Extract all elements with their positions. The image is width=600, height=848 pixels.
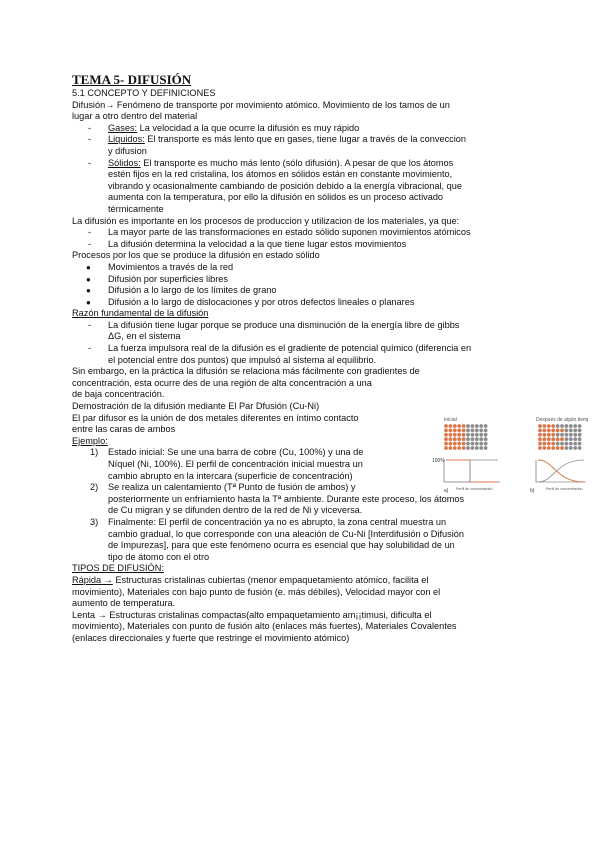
media-item-solidos: - Sólidos: El transporte es mucho más lento (sólo difusión). A pesar de que los átomos estén fijos en la red cristalina, los átomos en sólidos están en constante movimiento, vibrando y ocasionalmente cambiando de posición debido a la energía vibracional, que aumenta con la temperatura, por ello la difusión en sólidos es un proceso activado térmicamente (88, 157, 462, 214)
atom (457, 433, 461, 437)
atom (551, 442, 555, 446)
diffusion-couple-figure (430, 416, 588, 494)
atom (479, 433, 483, 437)
atom (453, 442, 457, 446)
atom-grid-after (538, 424, 581, 450)
atom (462, 437, 466, 441)
atom (560, 437, 564, 441)
step-item: 3) Finalmente: El perfil de concentración ya no es abrupto, la zona central muestra un cambio gradual, lo que corresponde con una aleación de Cu-Ni [Interdifusión o Difusión de Impurezas], para que este fenómeno ocurra es esencial que hay solubilidad de un tipo de átomo con el otro (90, 516, 464, 562)
atom (457, 442, 461, 446)
media-text: El transporte es mucho más lento (sólo difusión). A pesar de que los átomos (140, 157, 454, 168)
processes-intro: Procesos por los que se produce la difusión en estado sólido (72, 250, 320, 261)
document-page (72, 72, 530, 645)
media-item-gases: - Gases: La velocidad a la que ocurre la difusión es muy rápido (88, 122, 360, 133)
atom (449, 424, 453, 428)
atom (573, 424, 577, 428)
section-heading: 5.1 CONCEPTO Y DEFINICIONES (72, 88, 216, 98)
atom (462, 442, 466, 446)
atom (551, 433, 555, 437)
par-line: entre las caras de ambos (72, 424, 176, 435)
importance-item: - La difusión determina la velocidad a la que tiene lugar estos movimientos (88, 238, 407, 249)
atom (457, 424, 461, 428)
definition-line-2: lugar a otro dentro del material (72, 111, 198, 122)
razon-heading: Razón fundamental de la difusión (72, 308, 209, 319)
atom (556, 442, 560, 446)
atom (471, 437, 475, 441)
atom (466, 437, 470, 441)
atom (543, 433, 547, 437)
atom (457, 446, 461, 450)
atom (547, 433, 551, 437)
ni-profile-initial (446, 460, 498, 482)
media-term: Liquidos: (108, 134, 145, 145)
atom (578, 446, 582, 450)
atom (444, 437, 448, 441)
atom (543, 446, 547, 450)
atom (556, 437, 560, 441)
atom (449, 433, 453, 437)
atom (538, 424, 542, 428)
atom (466, 442, 470, 446)
atom (462, 429, 466, 433)
atom (578, 424, 582, 428)
atom (466, 424, 470, 428)
importance-item: - La mayor parte de las transformaciones en estado sólido suponen movimientos atómicos (88, 227, 471, 238)
atom (569, 446, 573, 450)
media-term: Sólidos: (108, 157, 141, 168)
atom (484, 433, 488, 437)
atom (551, 437, 555, 441)
atom (475, 424, 479, 428)
axis-caption-left: Perfil de concentración (456, 487, 493, 491)
process-item: ● Difusión a lo largo de dislocaciones y por otros defectos lineales o planares (86, 296, 415, 307)
atom (573, 437, 577, 441)
step-item: 1) Estado inicial: Se une una barra de cobre (Cu, 100%) y una de Níquel (Ni, 100%). El perfil de concentración inicial muestra un cambio abrupto en la intercara (superficie de concentración) (90, 447, 364, 481)
atom (444, 433, 448, 437)
media-text: vibrando y ocasionalmente cambiando de posición debido a la energía vibracional, que (108, 180, 462, 191)
atom (565, 437, 569, 441)
atom (560, 433, 564, 437)
atom (466, 429, 470, 433)
atom (479, 424, 483, 428)
atom (466, 446, 470, 450)
atom (444, 429, 448, 433)
atom (457, 429, 461, 433)
atom (471, 429, 475, 433)
atom (573, 429, 577, 433)
atom (543, 442, 547, 446)
atom (578, 429, 582, 433)
sub-label-b: b) (530, 488, 535, 494)
atom (453, 424, 457, 428)
atom (560, 446, 564, 450)
diffusion-figure-svg (430, 416, 588, 494)
atom (484, 429, 488, 433)
atom (560, 424, 564, 428)
cu-profile-initial (446, 460, 498, 482)
atom (484, 442, 488, 446)
atom (569, 429, 573, 433)
process-item: ● Movimientos a través de la red (86, 261, 234, 272)
ejemplo-label: Ejemplo: (72, 435, 108, 446)
atom (569, 442, 573, 446)
media-term: Gases: (108, 122, 138, 133)
atom (556, 446, 560, 450)
sin-embargo-line: de baja concentración. (72, 389, 165, 400)
tipos-heading: TIPOS DE DIFUSIÓN: (72, 563, 164, 574)
process-item: ● Difusión por superficies libres (86, 273, 228, 284)
atom (569, 433, 573, 437)
media-text: El transporte es más lento que en gases, tiene lugar a través de la conveccion (144, 134, 467, 145)
rapida-paragraph: Rápida → Estructuras cristalinas cubiertas (menor empaquetamiento atómico, facilita el movimiento), Materiales con bajo punto de fusión (e. más débiles), Velocidad mayor con el aumento de temperatura. (72, 574, 441, 609)
atom (475, 433, 479, 437)
atom (556, 433, 560, 437)
atom (444, 446, 448, 450)
atom (471, 424, 475, 428)
process-item: ● Difusión a lo largo de los límites de grano (86, 285, 277, 296)
media-text: térmicamente (108, 203, 164, 214)
atom (578, 442, 582, 446)
atom (565, 433, 569, 437)
atom (475, 437, 479, 441)
atom (479, 437, 483, 441)
atom (569, 437, 573, 441)
atom (479, 429, 483, 433)
media-text: y difusion (108, 145, 147, 156)
atom (547, 429, 551, 433)
lenta-paragraph: Lenta → Estructuras cristalinas compactas(alto empaquetamiento am¡¡timusi, dificulta el movimiento), Materiales con punto de fusión alto (enlaces más fuertes), Materiales Covalentes (enlaces direccionales y fuerte que restringe el movimiento atómico) (72, 609, 457, 643)
atom (479, 446, 483, 450)
atom (462, 446, 466, 450)
atom (569, 424, 573, 428)
atom (538, 446, 542, 450)
atom (543, 437, 547, 441)
sub-label-a: a) (444, 488, 449, 494)
atom (453, 433, 457, 437)
atom (556, 424, 560, 428)
atom (543, 429, 547, 433)
atom (547, 437, 551, 441)
atom (538, 442, 542, 446)
atom (475, 429, 479, 433)
atom (551, 429, 555, 433)
atom (573, 433, 577, 437)
atom (449, 437, 453, 441)
atom (538, 437, 542, 441)
atom (479, 442, 483, 446)
atom (551, 446, 555, 450)
atom (565, 424, 569, 428)
atom (551, 424, 555, 428)
sin-embargo-line: Sin embargo, en la práctica la difusión se relaciona más fácilmente con gradientes de (72, 366, 420, 377)
atom (471, 433, 475, 437)
media-text: estén fijos en la red cristalina, los átomos en sólidos están en constante movimiento, (108, 169, 453, 180)
media-text: La velocidad a la que ocurre la difusión es muy rápido (137, 122, 360, 133)
atom (457, 437, 461, 441)
media-text: aumenta con la temperatura, por ello la difusión en sólidos es un proceso activado (108, 192, 444, 203)
atom (578, 437, 582, 441)
razon-item: - La difusión tiene lugar porque se produce una disminución de la energía libre de gibbs ΔG, en el sistema (88, 319, 460, 342)
atom (475, 442, 479, 446)
sin-embargo-line: concentración, esta ocurre des de una región de alta concentración a una (72, 377, 372, 388)
atom (573, 442, 577, 446)
axis-caption-right: Perfil de concentración (546, 487, 583, 491)
atom (484, 446, 488, 450)
atom (565, 429, 569, 433)
atom (449, 442, 453, 446)
atom (453, 437, 457, 441)
page-title: TEMA 5- DIFUSIÓN (72, 72, 192, 87)
par-line: El par difusor es la unión de dos metales diferentes en íntimo contacto (72, 412, 359, 423)
atom (547, 446, 551, 450)
atom (538, 433, 542, 437)
atom (547, 442, 551, 446)
atom (444, 442, 448, 446)
atom-grid-initial (444, 424, 487, 450)
definition-line-1: Difusión→ Fenómeno de transporte por movimiento atómico. Movimiento de los tamos de un (72, 99, 450, 110)
atom (484, 424, 488, 428)
atom (547, 424, 551, 428)
atom (538, 429, 542, 433)
atom (466, 433, 470, 437)
atom (444, 424, 448, 428)
atom (453, 446, 457, 450)
figure-label-initial: Inicial (444, 417, 457, 423)
demo-line: Demostración de la difusión mediante El Par Dfusión (Cu-Ni) (72, 401, 320, 412)
media-item-liquidos: - Liquidos: El transporte es más lento que en gases, tiene lugar a través de la conveccion y difusion (88, 134, 467, 156)
pct-100-label: 100% (432, 458, 445, 464)
atom (453, 429, 457, 433)
ni-profile-after (538, 460, 584, 482)
atom (449, 446, 453, 450)
cu-profile-after (538, 460, 584, 482)
importance-intro: La difusión es importante en los procesos de produccion y utilizacion de los materiales, ya que: (72, 215, 460, 226)
atom (449, 429, 453, 433)
atom (471, 446, 475, 450)
step-item: 2) Se realiza un calentamiento (Tª Punto de fusión de ambos) y posteriormente un enfriamiento hasta la Tª ambiente. Durante este proceso, los átomos de Cu migran y se difunden dentro de la red de Ni y viceversa. (90, 482, 465, 516)
atom (484, 437, 488, 441)
atom (565, 442, 569, 446)
atom (578, 433, 582, 437)
atom (560, 442, 564, 446)
razon-item: - La fuerza impulsora real de la difusión es el gradiente de potencial químico (diferencia en el potencial entre dos puntos) que impulsó al sistema al equilibrio. (88, 343, 472, 365)
figure-label-after: Después de algún tiempo (536, 417, 588, 423)
atom (543, 424, 547, 428)
atom (462, 424, 466, 428)
atom (556, 429, 560, 433)
atom (475, 446, 479, 450)
atom (573, 446, 577, 450)
atom (565, 446, 569, 450)
atom (471, 442, 475, 446)
atom (462, 433, 466, 437)
atom (560, 429, 564, 433)
